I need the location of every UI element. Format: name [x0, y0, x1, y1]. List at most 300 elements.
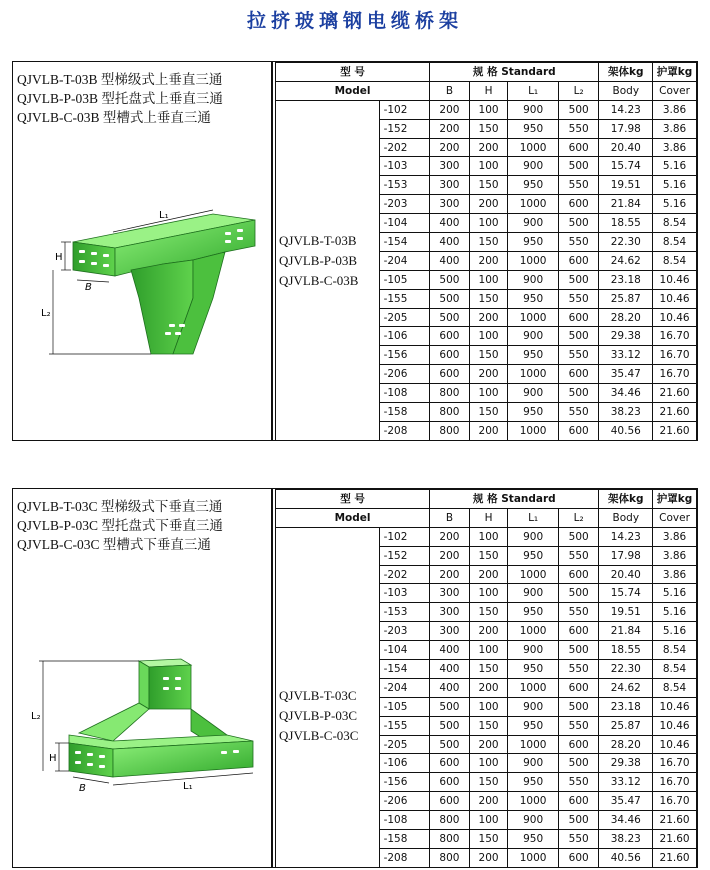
- value-h: 200: [469, 138, 508, 157]
- model-code: -104: [379, 214, 430, 233]
- value-cover: 5.16: [653, 176, 697, 195]
- value-l1: 950: [508, 603, 559, 622]
- value-h: 100: [469, 527, 508, 546]
- value-l1: 950: [508, 346, 559, 365]
- value-h: 100: [469, 100, 508, 119]
- value-l1: 1000: [508, 565, 559, 584]
- model-code: -202: [379, 565, 430, 584]
- value-l2: 600: [558, 138, 599, 157]
- model-code: -158: [379, 830, 430, 849]
- value-l1: 1000: [508, 138, 559, 157]
- value-l2: 500: [558, 327, 599, 346]
- value-l2: 550: [558, 546, 599, 565]
- value-body: 34.46: [599, 384, 653, 403]
- value-l1: 900: [508, 100, 559, 119]
- value-h: 200: [469, 792, 508, 811]
- value-l2: 600: [558, 735, 599, 754]
- col-h-header: H: [469, 508, 508, 527]
- value-b: 400: [430, 233, 470, 252]
- spec-table: [275, 62, 697, 441]
- value-l2: 550: [558, 660, 599, 679]
- dim-l2-label: L₂: [41, 308, 51, 319]
- value-b: 200: [430, 138, 470, 157]
- value-l2: 500: [558, 157, 599, 176]
- value-body: 25.87: [599, 289, 653, 308]
- model-name-cell: [276, 100, 380, 440]
- value-h: 100: [469, 214, 508, 233]
- value-h: 200: [469, 622, 508, 641]
- value-l1: 900: [508, 811, 559, 830]
- section-lower-tee: [12, 488, 698, 868]
- dim-l1-label: L₁: [159, 210, 169, 221]
- value-cover: 10.46: [653, 735, 697, 754]
- value-l2: 500: [558, 270, 599, 289]
- value-h: 100: [469, 584, 508, 603]
- value-l2: 500: [558, 641, 599, 660]
- value-l1: 900: [508, 384, 559, 403]
- product-title: QJVLB-C-03B 型槽式上垂直三通: [17, 110, 211, 125]
- value-b: 500: [430, 308, 470, 327]
- model-name: QJVLB-C-03C: [279, 727, 359, 743]
- value-body: 17.98: [599, 546, 653, 565]
- value-l2: 500: [558, 100, 599, 119]
- value-body: 23.18: [599, 697, 653, 716]
- value-b: 500: [430, 697, 470, 716]
- value-b: 500: [430, 289, 470, 308]
- model-code: -202: [379, 138, 430, 157]
- value-h: 150: [469, 603, 508, 622]
- model-code: -108: [379, 811, 430, 830]
- value-cover: 3.86: [653, 527, 697, 546]
- value-b: 600: [430, 346, 470, 365]
- standard-header: 规 格 Standard: [430, 63, 599, 82]
- cover-header: 护罩kg: [653, 63, 697, 82]
- value-l2: 500: [558, 584, 599, 603]
- value-body: 28.20: [599, 735, 653, 754]
- value-l1: 1000: [508, 308, 559, 327]
- value-h: 150: [469, 119, 508, 138]
- value-l1: 900: [508, 584, 559, 603]
- value-l1: 900: [508, 697, 559, 716]
- value-h: 100: [469, 157, 508, 176]
- value-l2: 550: [558, 830, 599, 849]
- col-b-header: B: [430, 81, 470, 100]
- model-code: -206: [379, 792, 430, 811]
- value-h: 200: [469, 308, 508, 327]
- value-l2: 550: [558, 716, 599, 735]
- value-b: 300: [430, 584, 470, 603]
- value-cover: 3.86: [653, 100, 697, 119]
- value-body: 22.30: [599, 233, 653, 252]
- value-l2: 500: [558, 384, 599, 403]
- dim-h-label: H: [55, 252, 63, 263]
- model-code: -204: [379, 678, 430, 697]
- spec-table: [275, 489, 697, 868]
- value-l1: 1000: [508, 848, 559, 867]
- value-l1: 1000: [508, 421, 559, 440]
- body-header: 架体kg: [599, 63, 653, 82]
- product-title: QJVLB-T-03C 型梯级式下垂直三通: [17, 499, 223, 514]
- value-b: 400: [430, 660, 470, 679]
- value-h: 150: [469, 289, 508, 308]
- value-cover: 8.54: [653, 233, 697, 252]
- value-l1: 950: [508, 403, 559, 422]
- value-body: 14.23: [599, 527, 653, 546]
- value-cover: 16.70: [653, 792, 697, 811]
- model-code: -158: [379, 403, 430, 422]
- value-l2: 600: [558, 622, 599, 641]
- value-b: 200: [430, 119, 470, 138]
- value-l2: 500: [558, 214, 599, 233]
- dim-b-label: B: [79, 783, 86, 794]
- value-h: 150: [469, 660, 508, 679]
- value-cover: 16.70: [653, 346, 697, 365]
- value-l1: 1000: [508, 195, 559, 214]
- value-b: 300: [430, 195, 470, 214]
- value-l1: 950: [508, 176, 559, 195]
- value-l1: 950: [508, 830, 559, 849]
- col-l1-header: L₁: [508, 508, 559, 527]
- value-l2: 550: [558, 119, 599, 138]
- value-cover: 8.54: [653, 214, 697, 233]
- value-b: 500: [430, 735, 470, 754]
- col-l1-header: L₁: [508, 81, 559, 100]
- value-l1: 900: [508, 214, 559, 233]
- value-body: 24.62: [599, 678, 653, 697]
- value-cover: 3.86: [653, 565, 697, 584]
- value-body: 20.40: [599, 565, 653, 584]
- model-code: -103: [379, 157, 430, 176]
- value-cover: 8.54: [653, 660, 697, 679]
- value-h: 150: [469, 403, 508, 422]
- value-b: 800: [430, 421, 470, 440]
- value-l2: 550: [558, 403, 599, 422]
- page-title: 拉挤玻璃钢电缆桥架: [246, 10, 463, 32]
- product-title: QJVLB-P-03B 型托盘式上垂直三通: [17, 91, 223, 106]
- model-code: -152: [379, 119, 430, 138]
- value-body: 23.18: [599, 270, 653, 289]
- dim-l1-label: L₁: [183, 781, 193, 792]
- value-h: 200: [469, 735, 508, 754]
- value-b: 200: [430, 527, 470, 546]
- value-body: 40.56: [599, 848, 653, 867]
- lower-tee-drawing: [13, 649, 269, 809]
- header-row: [276, 81, 697, 100]
- value-l1: 950: [508, 546, 559, 565]
- value-cover: 21.60: [653, 830, 697, 849]
- value-l2: 600: [558, 308, 599, 327]
- value-b: 600: [430, 365, 470, 384]
- value-l2: 600: [558, 251, 599, 270]
- col-b-header: B: [430, 508, 470, 527]
- value-h: 150: [469, 176, 508, 195]
- value-h: 200: [469, 421, 508, 440]
- value-l2: 600: [558, 792, 599, 811]
- model-code: -103: [379, 584, 430, 603]
- value-h: 200: [469, 678, 508, 697]
- value-l1: 950: [508, 119, 559, 138]
- value-cover: 21.60: [653, 384, 697, 403]
- body-header-en: Body: [599, 508, 653, 527]
- value-l2: 550: [558, 233, 599, 252]
- model-code: -106: [379, 327, 430, 346]
- value-l2: 550: [558, 603, 599, 622]
- value-cover: 8.54: [653, 641, 697, 660]
- value-cover: 10.46: [653, 716, 697, 735]
- model-header-en: Model: [276, 81, 430, 100]
- value-l2: 600: [558, 365, 599, 384]
- model-name-cell: [276, 527, 380, 867]
- value-body: 18.55: [599, 641, 653, 660]
- value-l1: 950: [508, 773, 559, 792]
- value-l2: 550: [558, 773, 599, 792]
- value-h: 150: [469, 233, 508, 252]
- model-header-en: Model: [276, 508, 430, 527]
- value-b: 400: [430, 678, 470, 697]
- value-body: 18.55: [599, 214, 653, 233]
- header-row: [276, 490, 697, 509]
- value-body: 19.51: [599, 176, 653, 195]
- product-title: QJVLB-T-03B 型梯级式上垂直三通: [17, 72, 223, 87]
- model-code: -156: [379, 346, 430, 365]
- product-title: QJVLB-P-03C 型托盘式下垂直三通: [17, 518, 223, 533]
- value-body: 38.23: [599, 403, 653, 422]
- model-code: -154: [379, 660, 430, 679]
- value-h: 150: [469, 773, 508, 792]
- value-body: 20.40: [599, 138, 653, 157]
- value-b: 600: [430, 327, 470, 346]
- product-panel: [13, 489, 273, 867]
- value-l1: 1000: [508, 365, 559, 384]
- value-l1: 950: [508, 289, 559, 308]
- value-b: 800: [430, 830, 470, 849]
- value-b: 300: [430, 622, 470, 641]
- standard-header: 规 格 Standard: [430, 490, 599, 509]
- value-l2: 500: [558, 811, 599, 830]
- dim-b-label: B: [85, 282, 92, 293]
- value-h: 200: [469, 565, 508, 584]
- value-h: 150: [469, 716, 508, 735]
- value-h: 100: [469, 697, 508, 716]
- dim-h-label: H: [49, 753, 57, 764]
- value-b: 300: [430, 176, 470, 195]
- value-h: 200: [469, 848, 508, 867]
- value-cover: 5.16: [653, 584, 697, 603]
- value-l2: 500: [558, 697, 599, 716]
- header-row: [276, 508, 697, 527]
- value-body: 33.12: [599, 346, 653, 365]
- value-cover: 3.86: [653, 138, 697, 157]
- value-b: 200: [430, 546, 470, 565]
- value-cover: 8.54: [653, 251, 697, 270]
- value-body: 35.47: [599, 792, 653, 811]
- model-code: -108: [379, 384, 430, 403]
- value-l1: 1000: [508, 792, 559, 811]
- value-l2: 550: [558, 176, 599, 195]
- value-body: 38.23: [599, 830, 653, 849]
- model-code: -154: [379, 233, 430, 252]
- value-h: 150: [469, 546, 508, 565]
- value-b: 800: [430, 811, 470, 830]
- value-h: 100: [469, 327, 508, 346]
- model-code: -155: [379, 716, 430, 735]
- value-b: 600: [430, 792, 470, 811]
- value-l1: 1000: [508, 735, 559, 754]
- model-code: -203: [379, 195, 430, 214]
- value-body: 24.62: [599, 251, 653, 270]
- model-code: -106: [379, 754, 430, 773]
- col-h-header: H: [469, 81, 508, 100]
- value-l2: 600: [558, 678, 599, 697]
- model-code: -102: [379, 100, 430, 119]
- value-body: 17.98: [599, 119, 653, 138]
- value-l2: 500: [558, 754, 599, 773]
- header-row: [276, 63, 697, 82]
- value-h: 200: [469, 365, 508, 384]
- value-cover: 3.86: [653, 119, 697, 138]
- value-b: 300: [430, 157, 470, 176]
- model-code: -102: [379, 527, 430, 546]
- model-code: -153: [379, 603, 430, 622]
- value-l1: 1000: [508, 678, 559, 697]
- value-l2: 600: [558, 848, 599, 867]
- value-b: 300: [430, 603, 470, 622]
- value-body: 22.30: [599, 660, 653, 679]
- value-l1: 900: [508, 270, 559, 289]
- value-cover: 5.16: [653, 157, 697, 176]
- value-cover: 3.86: [653, 546, 697, 565]
- value-cover: 10.46: [653, 308, 697, 327]
- value-l1: 900: [508, 327, 559, 346]
- value-h: 150: [469, 346, 508, 365]
- body-header: 架体kg: [599, 490, 653, 509]
- value-l1: 950: [508, 233, 559, 252]
- value-cover: 21.60: [653, 421, 697, 440]
- model-code: -156: [379, 773, 430, 792]
- value-cover: 5.16: [653, 603, 697, 622]
- model-code: -105: [379, 270, 430, 289]
- value-l2: 600: [558, 565, 599, 584]
- body-header-en: Body: [599, 81, 653, 100]
- value-body: 29.38: [599, 327, 653, 346]
- value-l1: 900: [508, 754, 559, 773]
- value-body: 33.12: [599, 773, 653, 792]
- value-cover: 21.60: [653, 403, 697, 422]
- value-l1: 950: [508, 660, 559, 679]
- model-code: -153: [379, 176, 430, 195]
- col-l2-header: L₂: [558, 508, 599, 527]
- value-body: 15.74: [599, 157, 653, 176]
- model-header: 型 号: [276, 63, 430, 82]
- value-cover: 16.70: [653, 773, 697, 792]
- section-upper-tee: [12, 61, 698, 441]
- value-cover: 5.16: [653, 195, 697, 214]
- model-names: [276, 101, 379, 291]
- value-h: 150: [469, 830, 508, 849]
- value-l1: 950: [508, 716, 559, 735]
- value-cover: 10.46: [653, 697, 697, 716]
- value-h: 100: [469, 811, 508, 830]
- value-l2: 550: [558, 289, 599, 308]
- model-name: QJVLB-T-03B: [279, 232, 357, 248]
- value-b: 400: [430, 214, 470, 233]
- value-l1: 900: [508, 157, 559, 176]
- cover-header-en: Cover: [653, 508, 697, 527]
- value-h: 200: [469, 251, 508, 270]
- value-l1: 1000: [508, 251, 559, 270]
- value-body: 19.51: [599, 603, 653, 622]
- value-l1: 900: [508, 641, 559, 660]
- value-b: 500: [430, 716, 470, 735]
- model-code: -204: [379, 251, 430, 270]
- value-cover: 16.70: [653, 754, 697, 773]
- value-body: 34.46: [599, 811, 653, 830]
- model-name: QJVLB-T-03C: [279, 687, 357, 703]
- value-h: 200: [469, 195, 508, 214]
- value-b: 600: [430, 773, 470, 792]
- value-cover: 21.60: [653, 848, 697, 867]
- value-l1: 900: [508, 527, 559, 546]
- value-h: 100: [469, 641, 508, 660]
- cover-header: 护罩kg: [653, 490, 697, 509]
- model-code: -208: [379, 848, 430, 867]
- value-l2: 600: [558, 421, 599, 440]
- value-b: 800: [430, 403, 470, 422]
- value-cover: 8.54: [653, 678, 697, 697]
- value-b: 800: [430, 848, 470, 867]
- model-name: QJVLB-C-03B: [279, 272, 359, 288]
- product-title: QJVLB-C-03C 型槽式下垂直三通: [17, 537, 211, 552]
- model-name: QJVLB-P-03C: [279, 707, 358, 723]
- model-code: -205: [379, 308, 430, 327]
- value-b: 200: [430, 100, 470, 119]
- model-code: -206: [379, 365, 430, 384]
- value-body: 15.74: [599, 584, 653, 603]
- value-cover: 10.46: [653, 270, 697, 289]
- model-code: -208: [379, 421, 430, 440]
- value-h: 100: [469, 754, 508, 773]
- table-row: [276, 100, 697, 119]
- upper-tee-drawing: [13, 202, 269, 367]
- value-l2: 500: [558, 527, 599, 546]
- value-b: 800: [430, 384, 470, 403]
- product-panel: [13, 62, 273, 440]
- value-cover: 10.46: [653, 289, 697, 308]
- model-names: [276, 528, 379, 746]
- model-header: 型 号: [276, 490, 430, 509]
- dim-l2-label: L₂: [31, 711, 41, 722]
- value-b: 600: [430, 754, 470, 773]
- value-l2: 600: [558, 195, 599, 214]
- model-code: -105: [379, 697, 430, 716]
- model-code: -203: [379, 622, 430, 641]
- value-cover: 21.60: [653, 811, 697, 830]
- model-code: -205: [379, 735, 430, 754]
- value-body: 29.38: [599, 754, 653, 773]
- value-body: 21.84: [599, 622, 653, 641]
- value-b: 400: [430, 641, 470, 660]
- value-b: 500: [430, 270, 470, 289]
- value-h: 100: [469, 270, 508, 289]
- value-body: 28.20: [599, 308, 653, 327]
- model-name: QJVLB-P-03B: [279, 252, 358, 268]
- col-l2-header: L₂: [558, 81, 599, 100]
- value-l2: 550: [558, 346, 599, 365]
- value-cover: 5.16: [653, 622, 697, 641]
- value-h: 100: [469, 384, 508, 403]
- value-body: 25.87: [599, 716, 653, 735]
- value-b: 200: [430, 565, 470, 584]
